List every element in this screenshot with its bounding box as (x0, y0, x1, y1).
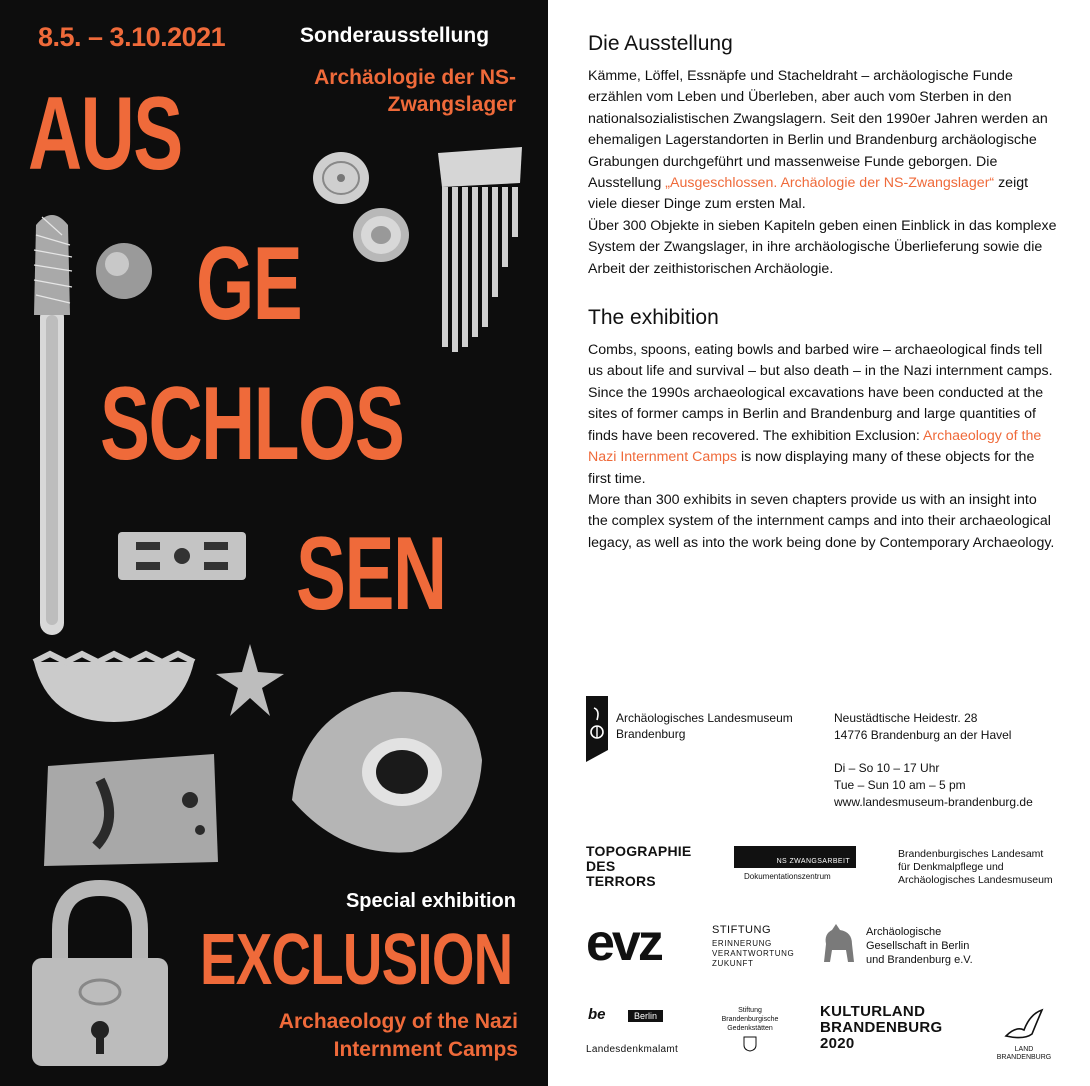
exhibition-title-highlight-en: Archaeology of the Nazi Internment Camps (588, 427, 1042, 466)
subtitle-en: Archaeology of the Nazi Internment Camps (278, 1010, 518, 1061)
description-column (588, 32, 1058, 554)
address-street: Neustädtische Heidestr. 28 (834, 711, 978, 725)
razor-blade-image (116, 530, 248, 582)
ag-line-2: Gesellschaft in Berlin (866, 940, 970, 952)
stiftung-brandenburgische-gedenkstaetten-logo (714, 1006, 786, 1055)
description-de-para2: Über 300 Objekte in sieben Kapiteln geben einen Einblick in das komplexe System der Zwangslager, in ihre archäologische Überlieferung sowie die Arbeit der zeithistorischen Archäologie. (588, 217, 1057, 277)
title-line-1: AUS (28, 76, 182, 192)
toothbrush-image (22, 205, 82, 645)
ag-line-1: Archäologische (866, 926, 942, 938)
coat-of-arms-icon (743, 1036, 757, 1052)
exhibition-dates: 8.5. – 3.10.2021 (38, 22, 226, 52)
kultur-line-2: BRANDENBURG (820, 1019, 943, 1036)
horse-figurine-icon (818, 922, 858, 968)
berlin-label: Berlin (628, 1010, 663, 1022)
padlock-image (24, 880, 176, 1070)
text-en-2-end: is now displaying many of these objects for the first time. (588, 449, 1035, 487)
hours-de: Di – So 10 – 17 Uhr (834, 761, 940, 775)
description-en-para2 (588, 383, 1058, 490)
description-de-para1 (588, 66, 1058, 216)
museum-website-link[interactable]: www.landesmuseum-brandenburg.de (834, 795, 1033, 809)
star-image (214, 640, 286, 720)
description-en-para3: More than 300 exhibits in seven chapters provide us with an insight into the complex system of the internment camps and into their archaeological legacy, as well as into the work being done by Contemporary Archaeology. (588, 491, 1055, 551)
evz-logo: evz (586, 914, 661, 972)
museum-logo-icon (586, 696, 608, 762)
heading-en: The exhibition (588, 306, 719, 330)
title-line-2: GE (196, 226, 302, 342)
evz-line-3: ZUKUNFT (712, 959, 754, 968)
ag-line-3: und Brandenburg e.V. (866, 954, 973, 966)
topographie-des-terrors-logo (586, 844, 691, 889)
evz-stiftung: STIFTUNG (712, 924, 771, 936)
kultur-line-3: 2020 (820, 1035, 855, 1052)
kulturland-brandenburg-logo (820, 1004, 942, 1052)
bldam-line-3: Archäologisches Landesmuseum (898, 874, 1053, 886)
museum-name: Archäologisches Landesmuseum Brandenburg (616, 711, 793, 741)
bldam-line-2: für Denkmalpflege und (898, 861, 1004, 873)
sbg-line-3: Gedenkstätten (727, 1025, 773, 1032)
eagle-icon (1002, 1006, 1046, 1044)
landbb-line-1: LAND (1014, 1046, 1034, 1053)
opening-hours (834, 760, 1033, 811)
comb-image (430, 143, 530, 363)
subtitle-de: Archäologie der NS-Zwangslager (314, 66, 516, 116)
title-line-4: SEN (296, 516, 446, 632)
land-brandenburg-logo (992, 1046, 1056, 1062)
evz-tagline (712, 939, 794, 969)
bowl-fragment-image (282, 680, 492, 860)
id-tag-image (30, 650, 198, 726)
special-exhibition-en: Special exhibition (345, 890, 516, 912)
sbg-line-2: Brandenburgische (721, 1016, 779, 1023)
landesdenkmalamt-label: Landesdenkmalamt (586, 1044, 679, 1055)
exhibition-title-highlight-de: „Ausgeschlossen. Archäologie der NS-Zwangslager“ (665, 175, 995, 192)
marble-image (93, 240, 155, 302)
heading-de: Die Ausstellung (588, 32, 733, 55)
archaeological-society-logo-text (866, 925, 973, 967)
hours-en: Tue – Sun 10 am – 5 pm (834, 778, 966, 792)
ns-zwangsarbeit-logo: NS ZWANGSARBEIT (734, 846, 856, 868)
landbb-line-2: BRANDENBURG (996, 1054, 1052, 1061)
topo-line-3: TERRORS (586, 873, 656, 889)
bldam-line-1: Brandenburgisches Landesamt (898, 848, 1044, 860)
button-image (310, 150, 372, 206)
evz-line-1: ERINNERUNG (712, 939, 772, 948)
museum-address (834, 710, 1011, 744)
topo-line-1: TOPOGRAPHIE (586, 843, 692, 859)
text-de-1-end: zeigt viele dieser Dinge zum ersten Mal. (588, 175, 1029, 213)
text-en-2: Since the 1990s archaeological excavations have been conducted at the sites of former camps in Berlin and Brandenburg and large quantities of finds have been recovered. The exhibition Exclusion: (588, 384, 1044, 444)
kultur-line-1: KULTURLAND (820, 1003, 926, 1020)
description-en-para1: Combs, spoons, eating bowls and barbed wire – archaeological finds tell us about life and survival – but also death – in the Nazi internment camps. (588, 342, 1053, 380)
metal-plate-image (40, 750, 222, 870)
coin-image (350, 205, 412, 265)
special-exhibition-de: Sonderausstellung (300, 24, 490, 47)
bldam-logo-text (898, 848, 1053, 887)
address-city: 14776 Brandenburg an der Havel (834, 728, 1012, 742)
sbg-line-1: Stiftung (738, 1007, 762, 1014)
be-berlin-logo: be (588, 1006, 606, 1023)
title-en: EXCLUSION (200, 920, 513, 1000)
ns-zwangsarbeit-subtitle: Dokumentationszentrum (744, 872, 831, 881)
topo-line-2: DES (586, 858, 616, 874)
evz-line-2: VERANTWORTUNG (712, 949, 795, 958)
text-de-1: Kämme, Löffel, Essnäpfe und Stacheldraht – archäologische Funde erzählen vom Leben und Überleben, aber auch vom Sterben in den nationalsozialistischen Zwangslagern. Seit den 1990er Jahren werden an ehemaligen Lagerstandorten in Berlin und Brandenburg archäologische Grabungen durchgeführt und massenweise Funde geborgen. Die Ausstellung (588, 68, 1048, 192)
title-line-3: SCHLOS (100, 366, 404, 482)
